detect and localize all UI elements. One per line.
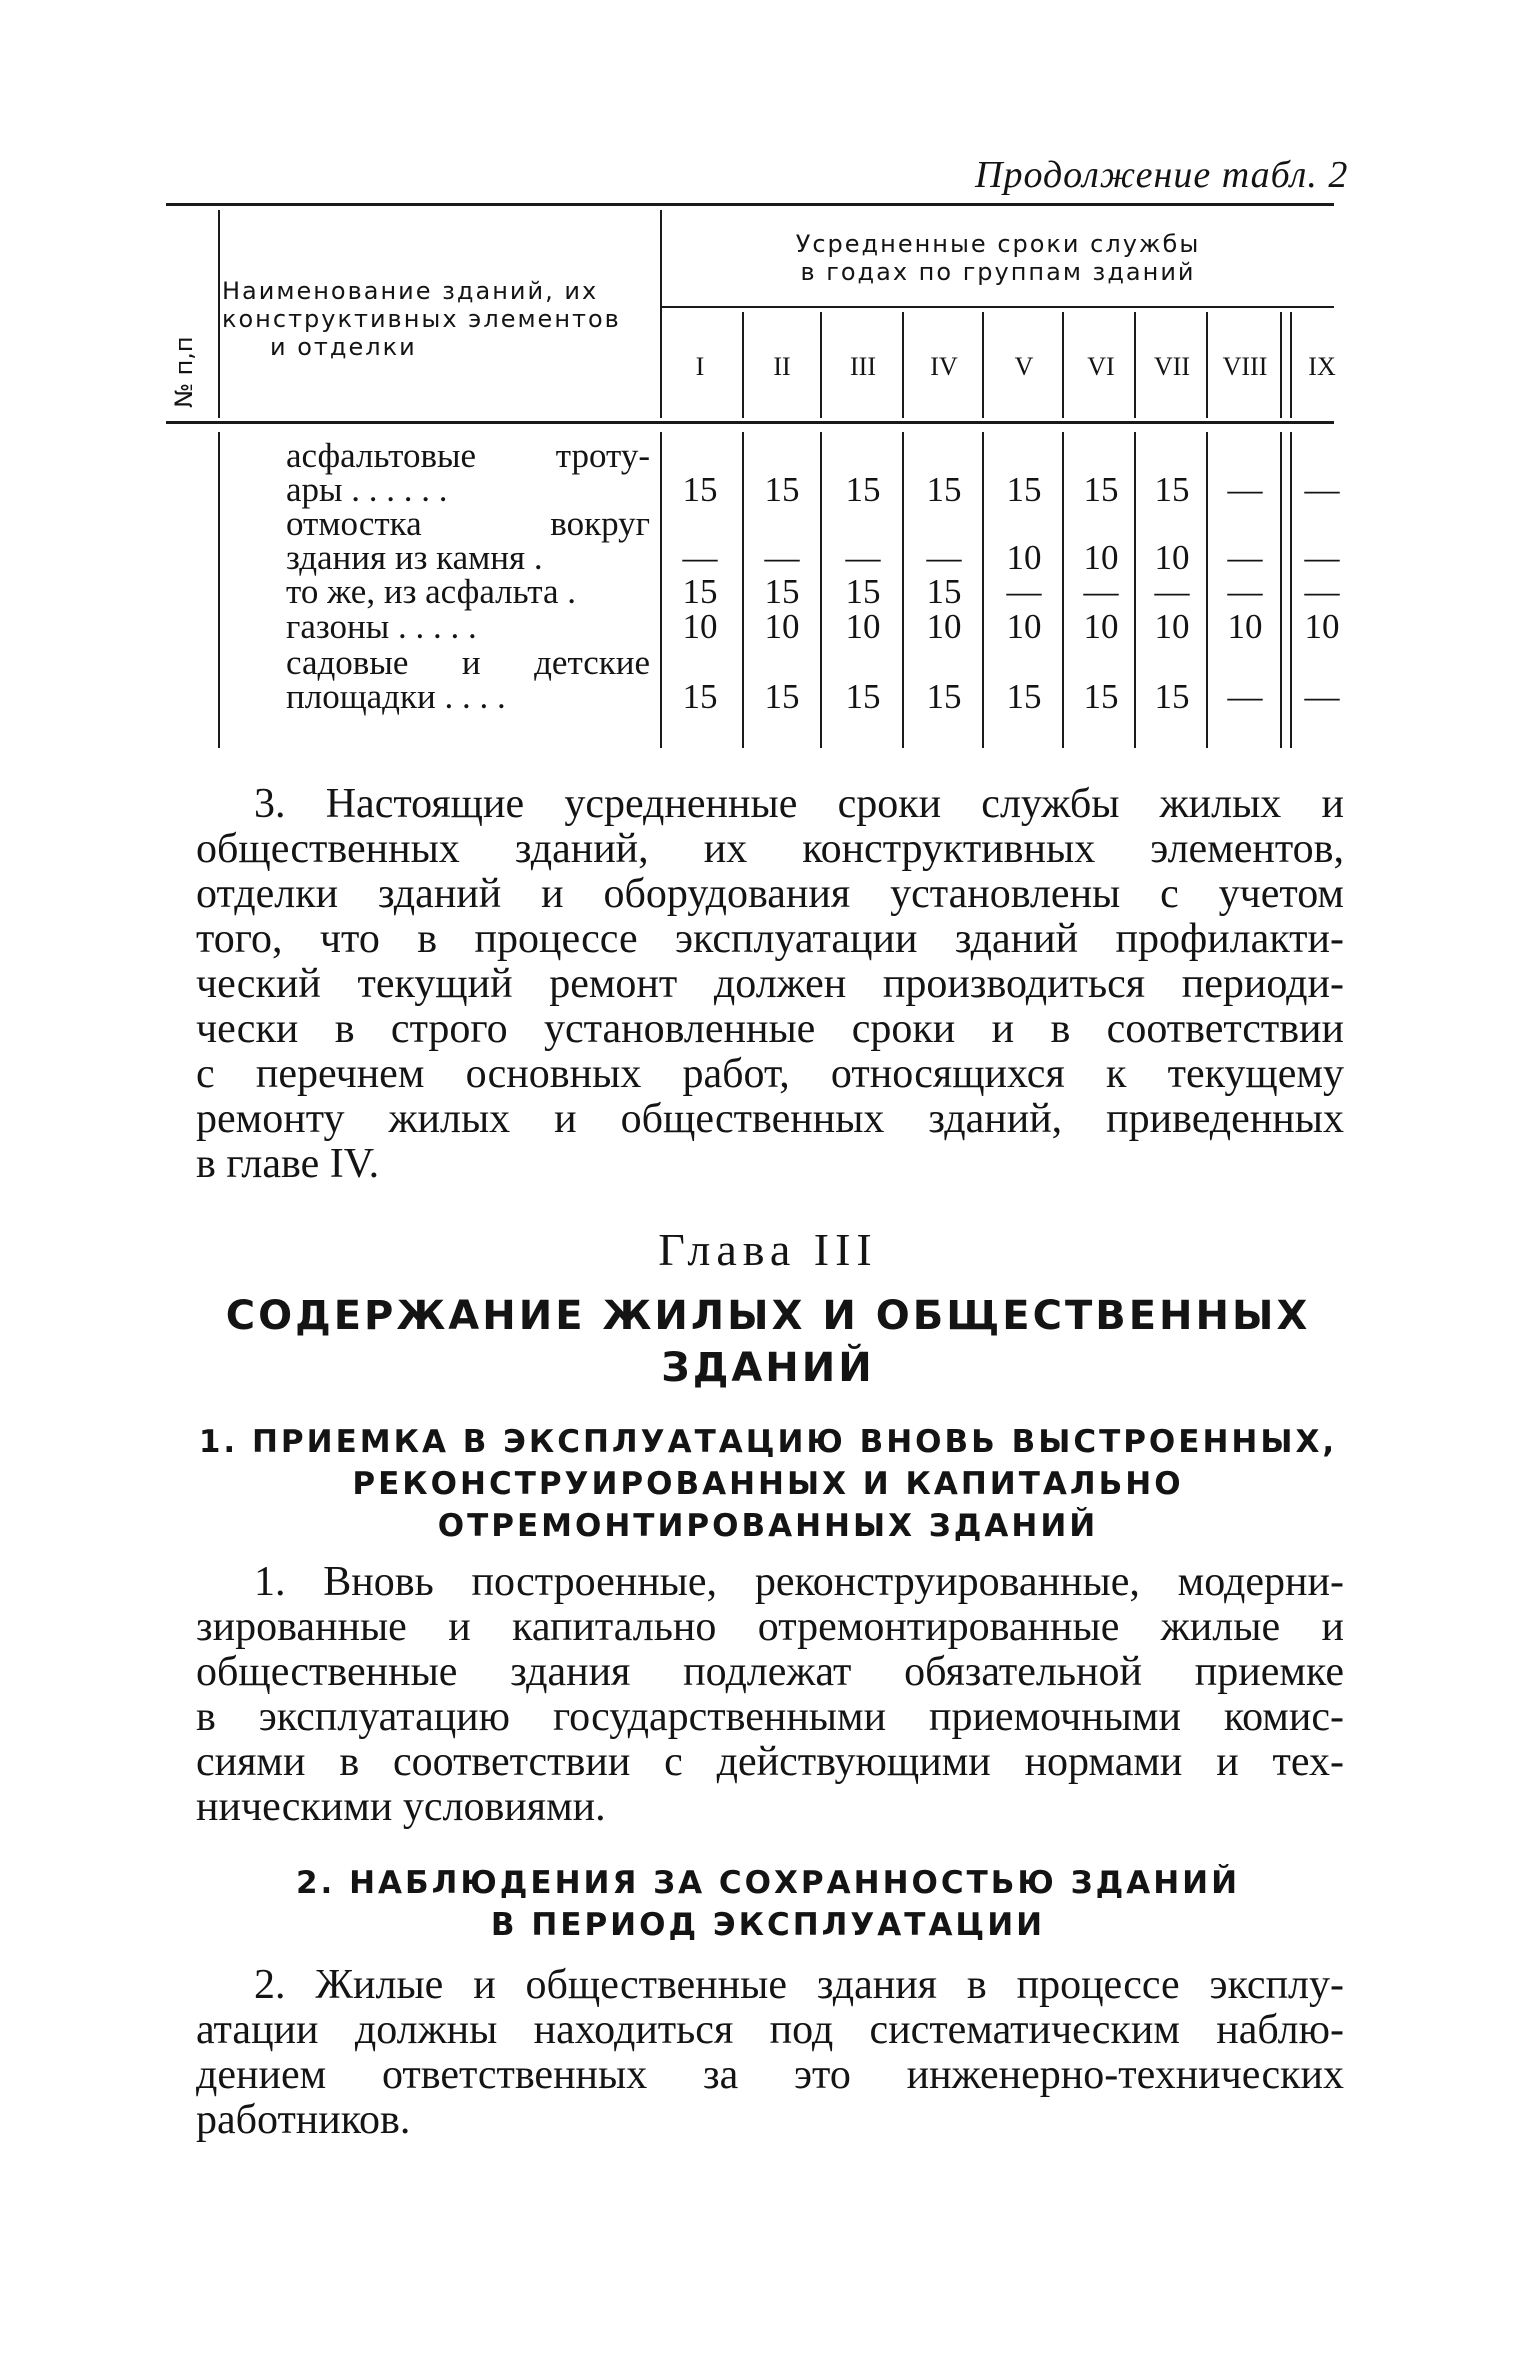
group-col-line [1062, 432, 1064, 748]
name-column-header [222, 277, 647, 361]
row-label: то же, из асфальта . [286, 572, 577, 611]
table-cell: 15 [682, 677, 718, 716]
group-col-line [902, 432, 904, 748]
paragraph-line: отделки зданий и оборудования установлены с учетом [196, 871, 1344, 917]
table-top-border [166, 203, 1334, 206]
table-cell: — [926, 538, 962, 577]
section-heading-line: В ПЕРИОД ЭКСПЛУАТАЦИИ [490, 1907, 1046, 1943]
paragraph-line: 1. Вновь построенные, реконструированные, модерни- [254, 1559, 1344, 1605]
group-header-line: Усредненные сроки службы [795, 230, 1201, 258]
section-heading-line: 1. ПРИЕМКА В ЭКСПЛУАТАЦИЮ ВНОВЬ ВЫСТРОЕННЫХ, [198, 1424, 1338, 1460]
paragraph-line: работников. [196, 2097, 411, 2143]
table-cell: 10 [926, 607, 962, 646]
table-cell: — [1227, 538, 1263, 577]
table-cell: — [1006, 572, 1042, 611]
paragraph-line: с перечнем основных работ, относящихся к текущему [196, 1051, 1344, 1097]
table-cell: 15 [845, 470, 881, 509]
table-cell: 10 [1154, 607, 1190, 646]
table-cell: 15 [1083, 677, 1119, 716]
group-number-1: I [695, 352, 705, 381]
table-cell: 10 [1304, 607, 1340, 646]
table-cell: — [1304, 538, 1340, 577]
chapter-number: Глава III [658, 1224, 878, 1275]
table-cell: 15 [764, 677, 800, 716]
table-cell: — [1154, 572, 1190, 611]
row-label: площадки . . . . [286, 677, 506, 716]
group-number-5: V [1014, 352, 1034, 381]
table-cell: 10 [682, 607, 718, 646]
section-2-heading [0, 1862, 1536, 1946]
paragraph-line: дением ответственных за это инженерно-технических [196, 2052, 1344, 2098]
group-number-8: VIII [1222, 352, 1268, 381]
table-cell: 10 [1227, 607, 1263, 646]
table-cell: 15 [1154, 677, 1190, 716]
header-bottom-border [166, 421, 1334, 424]
table-cell: — [682, 538, 718, 577]
section-1-heading [0, 1421, 1536, 1547]
group-number-4: IV [930, 352, 958, 381]
group-header-divider [662, 306, 1334, 308]
chapter-title [0, 1290, 1536, 1394]
table-cell: 15 [1006, 470, 1042, 509]
table-cell: — [1304, 572, 1340, 611]
table-cell: 15 [682, 470, 718, 509]
paragraph-line: ремонту жилых и общественных зданий, приведенных [196, 1096, 1344, 1142]
row-label: здания из камня . [286, 538, 543, 577]
table-cell: 15 [764, 470, 800, 509]
group-number-2: II [773, 352, 791, 381]
paragraph-line: общественных зданий, их конструктивных элементов, [196, 826, 1344, 872]
table-cell: 10 [1006, 607, 1042, 646]
group-col-line [1280, 432, 1282, 748]
table-cell: — [764, 538, 800, 577]
paragraph-line: того, что в процессе эксплуатации зданий профилакти- [196, 916, 1344, 962]
paragraph-line: в эксплуатацию государственными приемочными комис- [196, 1694, 1344, 1740]
name-header-line: Наименование зданий, их [222, 277, 599, 305]
group-col-line [982, 432, 984, 748]
group-header-line: в годах по группам зданий [800, 258, 1196, 286]
name-header-line: и отделки [270, 333, 417, 361]
table-cell: — [845, 538, 881, 577]
paragraph-line: чески в строго установленные сроки и в соответствии [196, 1006, 1344, 1052]
section-heading-line: ОТРЕМОНТИРОВАННЫХ ЗДАНИЙ [437, 1508, 1099, 1544]
table-cell: 15 [926, 470, 962, 509]
table-cell: 10 [1083, 538, 1119, 577]
section-heading-line: 2. НАБЛЮДЕНИЯ ЗА СОХРАННОСТЬЮ ЗДАНИЙ [295, 1865, 1241, 1901]
paragraph-line: 2. Жилые и общественные здания в процессе эксплу- [254, 1962, 1344, 2008]
table-cell: 15 [1083, 470, 1119, 509]
paragraph-line: атации должны находиться под систематическим наблю- [196, 2007, 1344, 2053]
chapter-title-line: СОДЕРЖАНИЕ ЖИЛЫХ И ОБЩЕСТВЕННЫХ [225, 1293, 1311, 1339]
table-cell: — [1227, 470, 1263, 509]
number-column-header: № п,п [170, 336, 198, 408]
chapter-title-line: ЗДАНИЙ [661, 1345, 875, 1391]
table-cell: 15 [764, 572, 800, 611]
table-cell: 15 [682, 572, 718, 611]
group-number-3: III [850, 352, 876, 381]
group-col-line [742, 432, 744, 748]
table-cell: 10 [1006, 538, 1042, 577]
table-cell: 15 [1154, 470, 1190, 509]
paragraph-line: ческий текущий ремонт должен производиться периоди- [196, 961, 1344, 1007]
paragraph-line: 3. Настоящие усредненные сроки службы жилых и [254, 781, 1344, 827]
table-caption: Продолжение табл. 2 [975, 154, 1349, 196]
paragraph-line: зированные и капитально отремонтированные жилые и [196, 1604, 1344, 1650]
row-label: газоны . . . . . [286, 607, 477, 646]
header-col-line [218, 210, 220, 418]
name-header-line: конструктивных элементов [222, 305, 621, 333]
group-col-line [820, 432, 822, 748]
body-col-line [218, 432, 220, 748]
body-col-line [660, 432, 662, 748]
paragraph-line: сиями в соответствии с действующими нормами и тех- [196, 1739, 1344, 1785]
group-number-9: IX [1308, 352, 1336, 381]
group-number-6: VI [1087, 352, 1115, 381]
table-cell: 10 [1083, 607, 1119, 646]
table-cell: 10 [845, 607, 881, 646]
table-cell: — [1304, 677, 1340, 716]
table-cell: — [1083, 572, 1119, 611]
group-column-header [662, 230, 1334, 286]
table-cell: 15 [1006, 677, 1042, 716]
table-cell: — [1227, 677, 1263, 716]
table-cell: 15 [845, 572, 881, 611]
table-cell: — [1227, 572, 1263, 611]
row-label: садовые и детские [286, 643, 650, 682]
table-cell: 10 [764, 607, 800, 646]
table-cell: 10 [1154, 538, 1190, 577]
row-label: ары . . . . . . [286, 470, 448, 509]
table-cell: — [1304, 470, 1340, 509]
section-heading-line: РЕКОНСТРУИРОВАННЫХ И КАПИТАЛЬНО [352, 1466, 1184, 1502]
table-cell: 15 [926, 572, 962, 611]
paragraph-line: ническими условиями. [196, 1784, 606, 1830]
group-number-7: VII [1153, 352, 1191, 381]
table-cell: 15 [926, 677, 962, 716]
row-label: отмостка вокруг [286, 504, 650, 543]
paragraph-line: в главе IV. [196, 1141, 380, 1187]
paragraph-line: общественные здания подлежат обязательной приемке [196, 1649, 1344, 1695]
table-cell: 15 [845, 677, 881, 716]
row-label: асфальтовые троту- [286, 436, 650, 475]
